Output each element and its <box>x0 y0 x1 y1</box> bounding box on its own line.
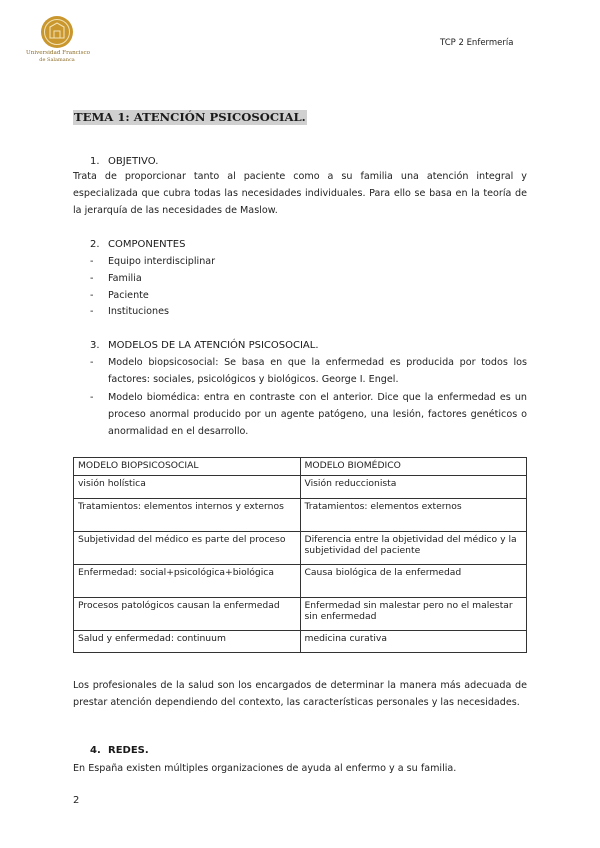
table-header-row <box>74 458 527 476</box>
section-heading-objetivo <box>90 155 158 169</box>
list-item: - Familia <box>90 273 142 284</box>
section-heading-componentes <box>90 238 185 252</box>
university-seal-icon <box>38 14 76 50</box>
table-cell: Enfermedad: social+psicológica+biológica <box>74 564 301 597</box>
table-cell: medicina curativa <box>300 630 527 652</box>
table-row <box>74 475 527 498</box>
section-number: 1. <box>90 156 100 167</box>
table-header-cell: MODELO BIOMÉDICO <box>300 458 527 476</box>
table-row <box>74 630 527 652</box>
table-cell: Causa biológica de la enfermedad <box>300 564 527 597</box>
profesionales-paragraph: Los profesionales de la salud son los encargados de determinar la manera más adecuada de prestar atención dependiendo del contexto, las características personales y las necesidades. <box>73 680 527 709</box>
table-cell: visión holística <box>74 475 301 498</box>
objetivo-paragraph: Trata de proporcionar tanto al paciente como a su familia una atención integral y especializada que cubra todas las necesidades individuales. Para ello se basa en la teoría de la jerarquía de las necesidades de Maslow. <box>73 171 527 217</box>
table-cell: Enfermedad sin malestar pero no el malestar sin enfermedad <box>300 597 527 630</box>
table-cell: Visión reduccionista <box>300 475 527 498</box>
university-name: Universidad Francisco <box>26 50 90 56</box>
table-cell: Diferencia entre la objetividad del médico y la subjetividad del paciente <box>300 531 527 564</box>
university-city: de Salamanca <box>39 57 75 63</box>
table-cell: Procesos patológicos causan la enfermedad <box>74 597 301 630</box>
list-item: - Paciente <box>90 290 149 301</box>
section-heading-redes <box>90 744 149 758</box>
section-heading-modelos <box>90 339 319 353</box>
table-cell: Subjetividad del médico es parte del proceso <box>74 531 301 564</box>
table-cell: Tratamientos: elementos internos y externos <box>74 498 301 531</box>
table-header-cell: MODELO BIOPSICOSOCIAL <box>74 458 301 476</box>
section-number: 3. <box>90 340 100 351</box>
section-title: MODELOS DE LA ATENCIÓN PSICOSOCIAL. <box>108 340 319 351</box>
table-cell: Salud y enfermedad: continuum <box>74 630 301 652</box>
section-number: 2. <box>90 239 100 250</box>
university-logo <box>26 14 88 70</box>
page-title: TEMA 1: ATENCIÓN PSICOSOCIAL. <box>74 110 306 124</box>
list-item-biopsicosocial: - Modelo biopsicosocial: Se basa en que la enfermedad es producida por todos los factores: sociales, psicológicos y biológicos. George I. Engel. <box>90 357 527 386</box>
table-row <box>74 564 527 597</box>
table-row <box>74 531 527 564</box>
page-number: 2 <box>73 795 80 806</box>
table-row <box>74 597 527 630</box>
list-item-biomedico: - Modelo biomédica: entra en contraste con el anterior. Dice que la enfermedad es un proceso anormal producido por un agente patógeno, una lesión, factores genéticos o anormalidad en el desarrollo. <box>90 392 527 438</box>
section-title: REDES. <box>108 745 149 756</box>
table-cell: Tratamientos: elementos externos <box>300 498 527 531</box>
list-item: - Instituciones <box>90 306 169 317</box>
table-row <box>74 498 527 531</box>
models-comparison-table <box>73 457 527 653</box>
redes-paragraph: En España existen múltiples organizaciones de ayuda al enfermo y a su familia. <box>73 763 457 774</box>
section-title: COMPONENTES <box>108 239 186 250</box>
section-title: OBJETIVO. <box>108 156 159 167</box>
section-number: 4. <box>90 745 101 756</box>
list-item: - Equipo interdisciplinar <box>90 256 216 267</box>
document-label: TCP 2 Enfermería <box>440 38 514 48</box>
